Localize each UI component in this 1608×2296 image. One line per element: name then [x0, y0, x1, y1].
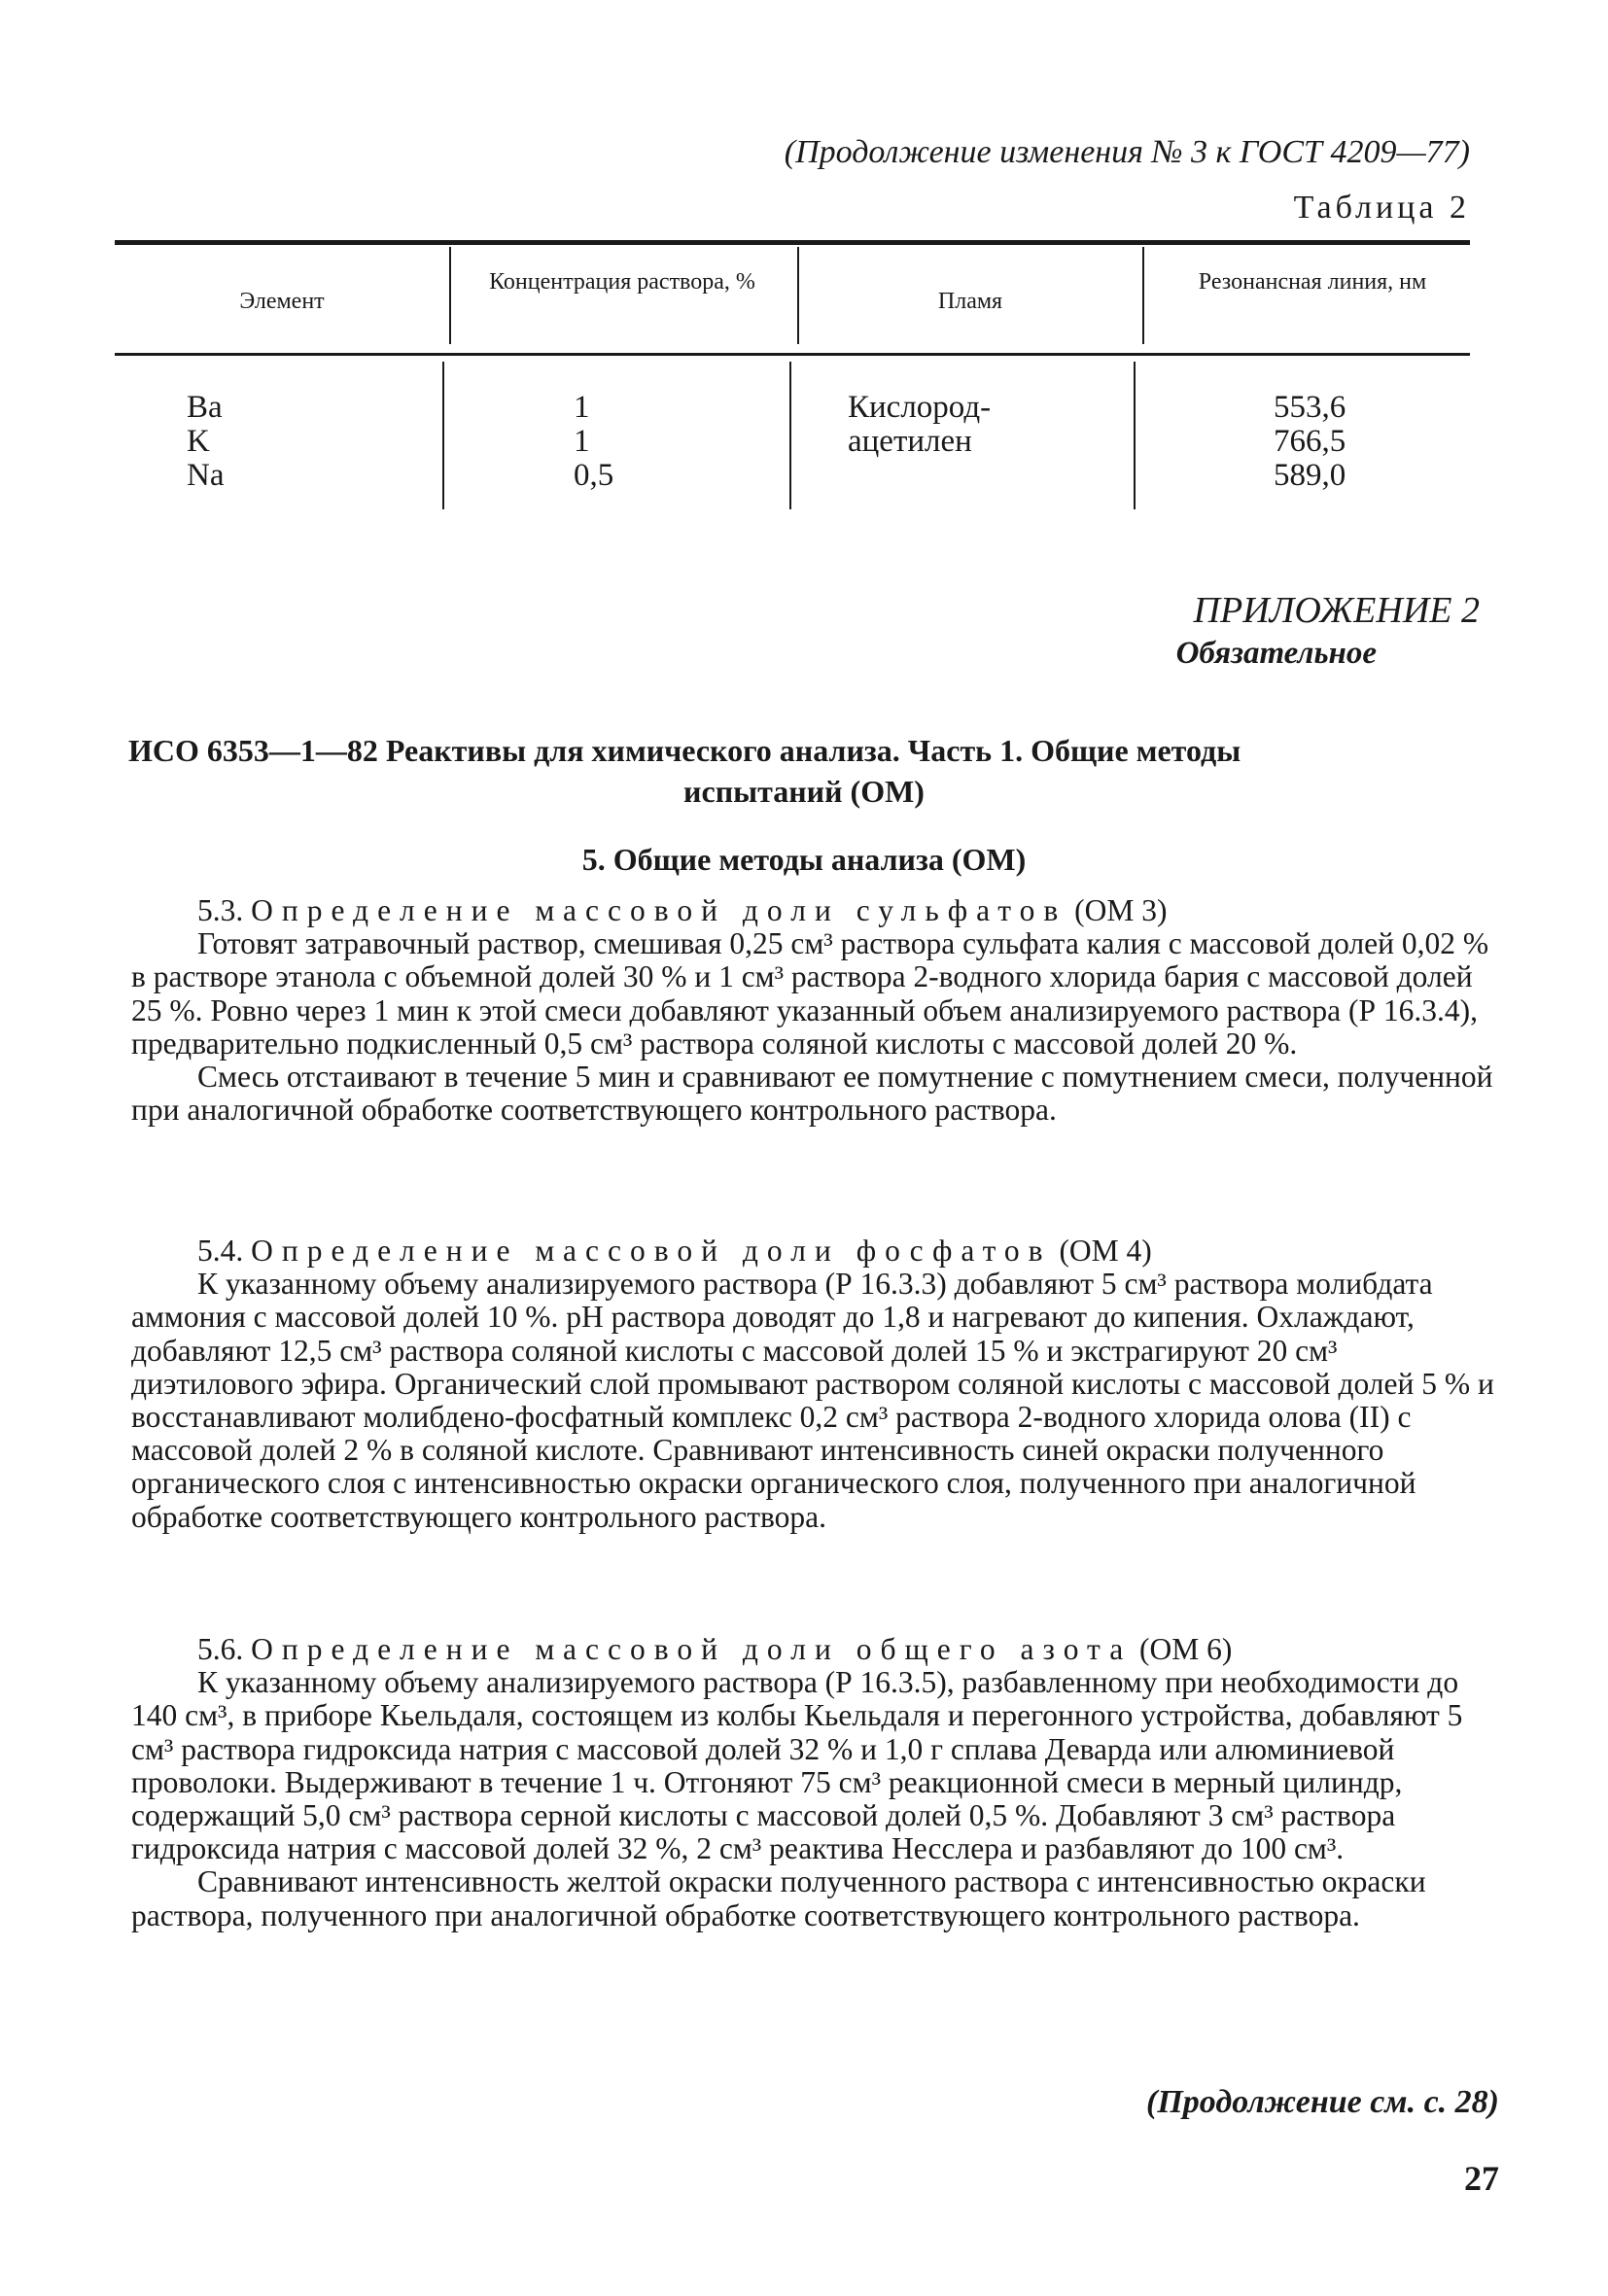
table-header-resonance-line: Резонансная линия, нм: [1198, 269, 1427, 295]
paragraph: К указанному объему анализируемого раствора (Р 16.3.5), разбавленному при необходимости до 140 см³, в приборе Кьельдаля, состоящем из колбы Кьельдаля и перегонного устройства, добавляют 5 см³ раствора гидроксида натрия с массовой долей 32 % и 1,0 г сплава Деварда или алюминиевой проволоки. Выдерживают в течение 1 ч. Отгоняют 75 см³ реакционной смеси в мерный цилиндр, содержащий 5,0 см³ раствора серной кислоты с массовой долей 0,5 %. Добавляют 3 см³ раствора гидроксида натрия с массовой долей 32 %, 2 см³ реактива Несслера и разбавляют до 100 см³.: [131, 1665, 1463, 1866]
paragraph: Сравнивают интенсивность желтой окраски полученного раствора с интенсивностью окраски раствора, полученного при аналогичной обработке соответствующего контрольного раствора.: [131, 1864, 1426, 1932]
footer-continuation: (Продолжение см. с. 28): [1146, 2084, 1499, 2120]
iso-title-line1: ИСО 6353—1—82 Реактивы для химического анализа. Часть 1. Общие методы: [128, 733, 1241, 768]
section-5-4: [131, 1235, 1497, 1534]
subsection-heading: [131, 1633, 1497, 1666]
table-header-divider: [449, 247, 451, 344]
table-body-divider: [442, 362, 444, 509]
section-title: 5. Общие методы анализа (ОМ): [581, 842, 1027, 877]
table-body-divider: [789, 362, 791, 509]
subsection-number: 5.3.: [197, 893, 244, 927]
table-body-divider: [1134, 362, 1136, 509]
subsection-number: 5.4.: [197, 1234, 244, 1268]
subsection-title: Определение массовой доли фосфатов: [251, 1234, 1052, 1268]
iso-title-line2: испытаний (ОМ): [683, 773, 925, 809]
section-5-3: [131, 894, 1497, 1127]
subsection-heading: [131, 894, 1497, 927]
method-code: (ОМ 3): [1074, 893, 1168, 927]
page-number: 27: [1464, 2159, 1499, 2198]
table-header-concentration: Концентрация раствора, %: [489, 269, 755, 295]
subsection-heading: [131, 1235, 1497, 1268]
paragraph: Смесь отстаивают в течение 5 мин и сравнивают ее помутнение с помутнением смеси, полученной при аналогичной обработке соответствующего контрольного раствора.: [131, 1060, 1493, 1128]
table-cell-flame: Кислород- ацетилен: [848, 390, 992, 459]
subsection-number: 5.6.: [197, 1632, 244, 1666]
table-label: Таблица 2: [1293, 190, 1470, 226]
subsection-title: Определение массовой доли общего азота: [251, 1632, 1133, 1666]
paragraph: Готовят затравочный раствор, смешивая 0,25 см³ раствора сульфата калия с массовой долей 0,02 % в растворе этанола с объемной долей 30 % и 1 см³ раствора 2-водного хлорида бария с массовой долей 25 %. Ровно через 1 мин к этой смеси добавляют указанный объем анализируемого раствора (Р 16.3.4), предварительно подкисленный 0,5 см³ раствора соляной кислоты с массовой долей 20 %.: [131, 926, 1489, 1061]
table-header-divider: [1142, 247, 1144, 344]
method-code: (ОМ 6): [1139, 1632, 1233, 1666]
table-top-rule: [115, 240, 1470, 245]
table-cell-concentrations: 1 1 0,5: [574, 390, 614, 493]
table-cell-lines: 553,6 766,5 589,0: [1274, 390, 1346, 493]
table-header-flame: Пламя: [937, 289, 1003, 314]
iso-standard-title: [128, 731, 1480, 812]
appendix-subtitle: Обязательное: [1175, 636, 1377, 671]
paragraph: К указанному объему анализируемого раствора (Р 16.3.3) добавляют 5 см³ раствора молибдата аммония с массовой долей 10 %. pH раствора доводят до 1,8 и нагревают до кипения. Охлаждают, добавляют 12,5 см³ раствора соляной кислоты с массовой долей 15 % и экстрагируют 20 см³ диэтилового эфира. Органический слой промывают раствором соляной кислоты с массовой долей 5 % и восстанавливают молибдено-фосфатный комплекс 0,2 см³ раствора 2-водного хлорида олова (II) с массовой долей 2 % в соляной кислоте. Сравнивают интенсивность синей окраски полученного органического слоя с интенсивностью окраски органического слоя, полученного при аналогичной обработке соответствующего контрольного раствора.: [131, 1267, 1494, 1534]
table-header-rule: [115, 353, 1470, 356]
subsection-title: Определение массовой доли сульфатов: [251, 893, 1067, 927]
appendix-title: ПРИЛОЖЕНИЕ 2: [1193, 590, 1480, 631]
section-5-6: [131, 1633, 1497, 1932]
method-code: (ОМ 4): [1059, 1234, 1152, 1268]
table-cell-elements: Ba K Na: [187, 390, 225, 493]
table-header-element: Элемент: [239, 289, 325, 314]
header-continuation: (Продолжение изменения № 3 к ГОСТ 4209—77): [784, 134, 1470, 170]
